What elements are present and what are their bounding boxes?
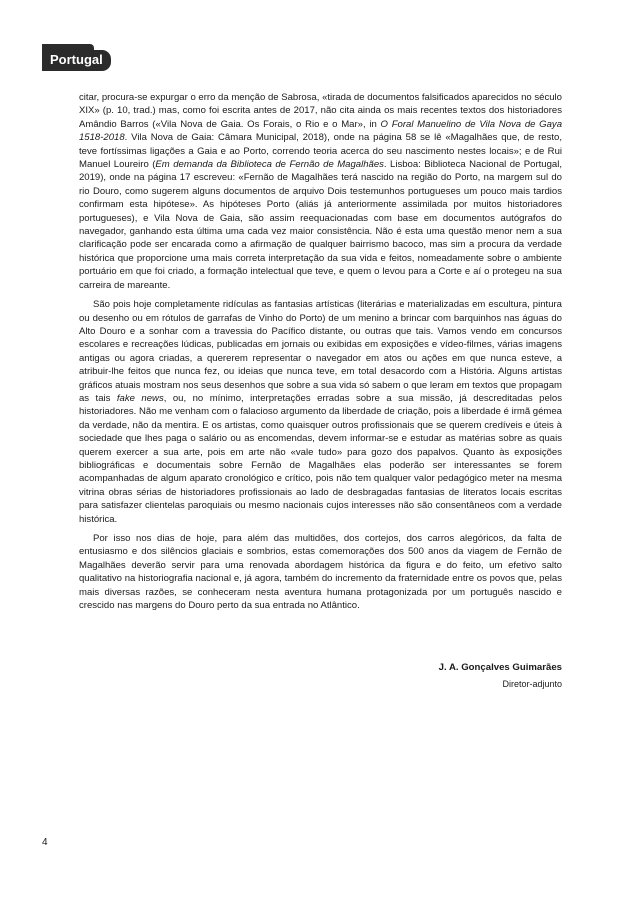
- book-title: O Foral Manuelino de Vila Nova de Gaya 1518-2018: [79, 118, 563, 144]
- text-segment: . Vila Nova de Gaia: Câmara Municipal, 2018), onde na página 58 se lê «Magalhães que, de resto, teve fortíssimas ligações a Gaia e ao Porto, correndo teoria acerca do seu nascimento nestes locais»; e de Rui Manuel Loureiro (: [79, 132, 562, 171]
- logo-label: Portugal: [50, 52, 103, 67]
- signature-block: [439, 662, 562, 689]
- author-name: J. A. Gonçalves Guimarães: [438, 662, 562, 673]
- text-segment: . Lisboa: Biblioteca Nacional de Portugal, 2019), onde na página 17 escreveu: «Fernão de Magalhães terá nascido na região do Porto, na margem sul do rio Douro, como sugerem alguns documentos de arquivo Dois testemunhos portugueses um pouco mais tardios confirmam esta hipótese». As hipóteses Porto (aliás já anteriormente assimilada por muitos historiadores portugueses), e Vila Nova de Gaia, são assim reequacionadas com base em documentos autógrafos do navegador, ganhando esta última uma cada vez maior consistência. Não é esta uma questão menor nem a sua clarificação pode ser encarada como a afirmação de qualquer bairrismo bacoco, mas sim a procura da verdade histórica que proporcione uma mais correta interpretação da sua vida e feitos, nomeadamente sobre o ambiente portuário em que foi criado, a formação intelectual que teve, e quem o levou para a Corte e aí o protegeu na sua carreira de mareante.: [79, 159, 562, 291]
- publication-logo: [42, 50, 111, 71]
- paragraph-3: [79, 532, 562, 612]
- text-segment: São pois hoje completamente ridículas as fantasias artísticas (literárias e materializadas em escultura, pintura ou desenho ou em rótulos de garrafas de Vinho do Porto) de um menino a brincar com barquinhos nas águas do Alto Douro e a sonhar com a travessia do Pacífico distante, ou outras que tais. Vamos vendo em concursos escolares e recreações lúdicas, publicadas em jornais ou exibidas em exposições e vídeo-filmes, várias imagens antigas ou agora criadas, a quererem representar o navegador em atos ou ações em que nunca esteve, a atribuir-lhe feitos que nunca fez, ou ideias que nunca teve, em total desacordo com a História. Alguns artistas gráficos atuais mostram nos seus desenhos que sobre a sua vida só sabem o que leram em textos que propagam as tais: [79, 299, 562, 404]
- page-number: 4: [42, 837, 48, 848]
- text-segment: Por isso nos dias de hoje, para além das multidões, dos cortejos, dos carros alegóricos, da falta de entusiasmo e dos silêncios glaciais e sombrios, estas comemorações dos 500 anos da viagem de Fernão de Magalhães deverão servir para uma renovada abordagem histórica da figura e do feito, um efetivo salto qualitativo na historiografia nacional e, já agora, também do incremento da fraternidade entre os povos que, pelas mais diversas razões, se conheceram nesta aventura humana protagonizada por um português nascido e crescido nas margens do Douro perto da sua entrada no Atlântico.: [79, 533, 562, 612]
- book-title: Em demanda da Biblioteca de Fernão de Magalhães: [155, 159, 384, 171]
- author-role: Diretor-adjunto: [502, 679, 562, 689]
- paragraph-1: [79, 91, 562, 292]
- text-segment: citar, procura-se expurgar o erro da menção de Sabrosa, «tirada de documentos falsificados aparecidos no século XIX» (p. 10, trad.) mas, como foi escrita antes de 2017, não cita ainda os mais recentes textos dos historiadores Amândio Barros («Vila Nova de Gaia. Os Forais, o Rio e o Mar», in: [79, 92, 562, 130]
- text-segment: , ou, no mínimo, interpretações erradas sobre a sua missão, já descreditadas pelos historiadores. Não me venham com o falacioso argumento da liberdade de criação, pois a liberdade é irmã gémea da verdade, não da mentira. E os artistas, como quaisquer outros profissionais que se querem credíveis e úteis à sociedade que lhes paga o salário ou as encomendas, devem informar-se e estudar as matérias sobre as quais querem exercer a sua arte, pois em arte não «vale tudo» para gozo dos papalvos. Quanto às exposições bibliográficas e documentais sobre Fernão de Magalhães elas poderão ser interessantes se forem acompanhadas de algum aparato cronológico e crítico, pois não tem qualquer valor pedagógico meter na mesma vitrina obras sérias de historiadores profissionais ao lado de desbragadas fantasias de literatos locais escritas para satisfazer clientelas paroquiais ou mesmo nacionais cujos interesses não são consentâneos com a verdade histórica.: [79, 392, 563, 525]
- article-body: [79, 91, 562, 618]
- emphasis-term: fake news: [116, 392, 164, 404]
- paragraph-2: [79, 298, 562, 526]
